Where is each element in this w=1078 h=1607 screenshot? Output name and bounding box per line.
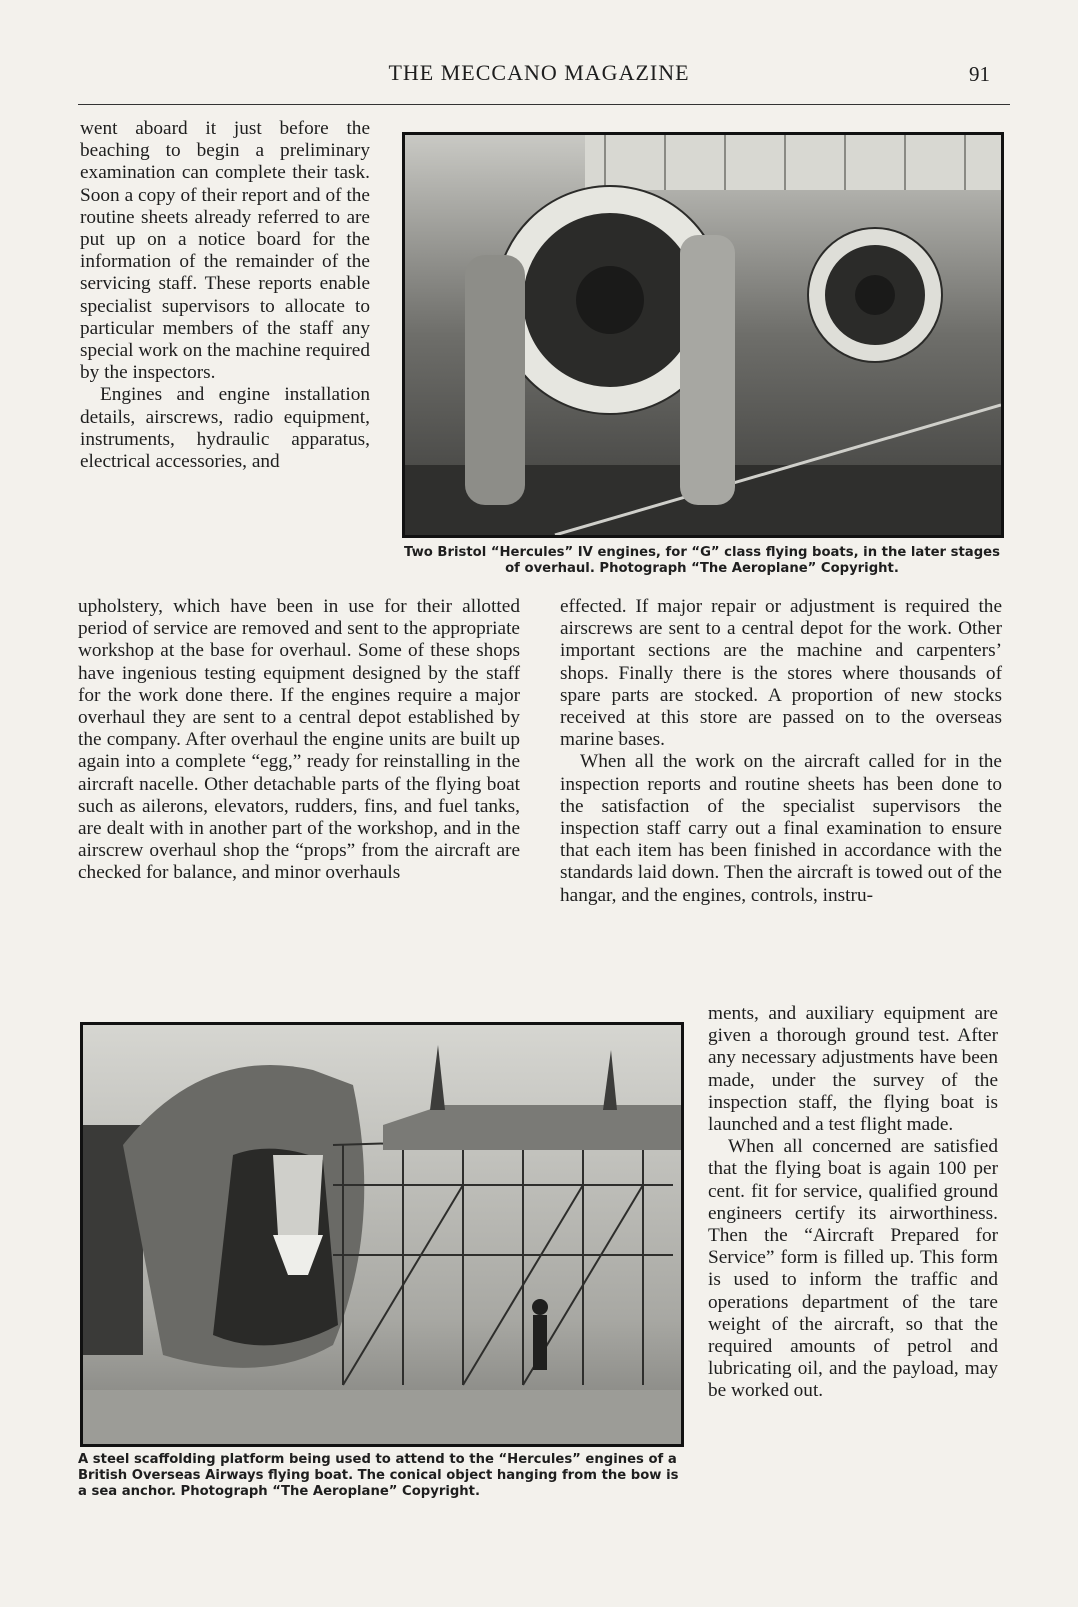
photo-scaffold-flying-boat <box>80 1022 684 1447</box>
page-title: THE MECCANO MAGAZINE <box>388 60 690 85</box>
paragraph: Engines and engine installation details, airscrews, radio equipment, instruments, hydraulic apparatus, electrical accessories, and <box>80 384 370 473</box>
paragraph: upholstery, which have been in use for their allotted period of service are removed and sent to the appropriate workshop at the base for overhaul. Some of these shops have ingenious testing equipment designed by the staff for the work done there. If the engines require a major overhaul they are sent to a central depot established by the company. After overhaul the engine units are built up again into a complete “egg,” ready for reinstalling in the aircraft nacelle. Other detachable parts of the flying boat such as ailerons, elevators, rudders, fins, and fuel tanks, are dealt with in another part of the workshop, and in the airscrew overhaul shop the “props” from the aircraft are checked for balance, and minor overhauls <box>78 596 520 884</box>
column-right-bottom <box>708 1003 998 1403</box>
paragraph: When all concerned are satisfied that the flying boat is again 100 per cent. fit for service, qualified ground engineers certify its airworthiness. Then the “Aircraft Prepared for Service” form is filled up. This form is used to inform the traffic and operations department of the tare weight of the aircraft, so that the required amounts of petrol and lubricating oil, and the payload, may be worked out. <box>708 1136 998 1402</box>
caption-scaffold: A steel scaffolding platform being used to attend to the “Hercules” engines of a British Overseas Airways flying boat. The conical object hanging from the bow is a sea anchor. Photograph “The Aeroplane” Copyright. <box>78 1452 679 1499</box>
paragraph: ments, and auxiliary equipment are given a thorough ground test. After any necessary adjustments have been made, under the survey of the inspection staff, the flying boat is launched and a test flight made. <box>708 1003 998 1136</box>
column-left-bottom <box>78 596 520 885</box>
paragraph: effected. If major repair or adjustment is required the airscrews are sent to a central depot for the work. Other important sections are the machine and carpenters’ shops. Finally there is the stores where thousands of spare parts are stocked. A proportion of new stocks received at this store are passed on to the overseas marine bases. <box>560 596 1002 751</box>
column-right-top <box>560 596 1002 907</box>
column-left-top <box>80 118 370 473</box>
photo-engines-overhaul <box>402 132 1004 538</box>
paragraph: When all the work on the aircraft called for in the inspection reports and routine sheets has been done to the satisfaction of the specialist supervisors the inspection staff carry out a final examination to ensure that each item has been finished in accordance with the standards laid down. Then the aircraft is towed out of the hangar, and the engines, controls, instru- <box>560 751 1002 906</box>
header-rule <box>78 104 1010 105</box>
page-number: 91 <box>969 62 990 86</box>
caption-engines: Two Bristol “Hercules” IV engines, for “G” class flying boats, in the later stages of overhaul. Photograph “The Aeroplane” Copyright. <box>404 545 1000 576</box>
paragraph: went aboard it just before the beaching to begin a preliminary examination can complete their task. Soon a copy of their report and of the routine sheets already referred to are put up on a notice board for the information of the remainder of the servicing staff. These reports enable specialist supervisors to allocate to particular members of the staff any special work on the machine required by the inspectors. <box>80 118 370 384</box>
